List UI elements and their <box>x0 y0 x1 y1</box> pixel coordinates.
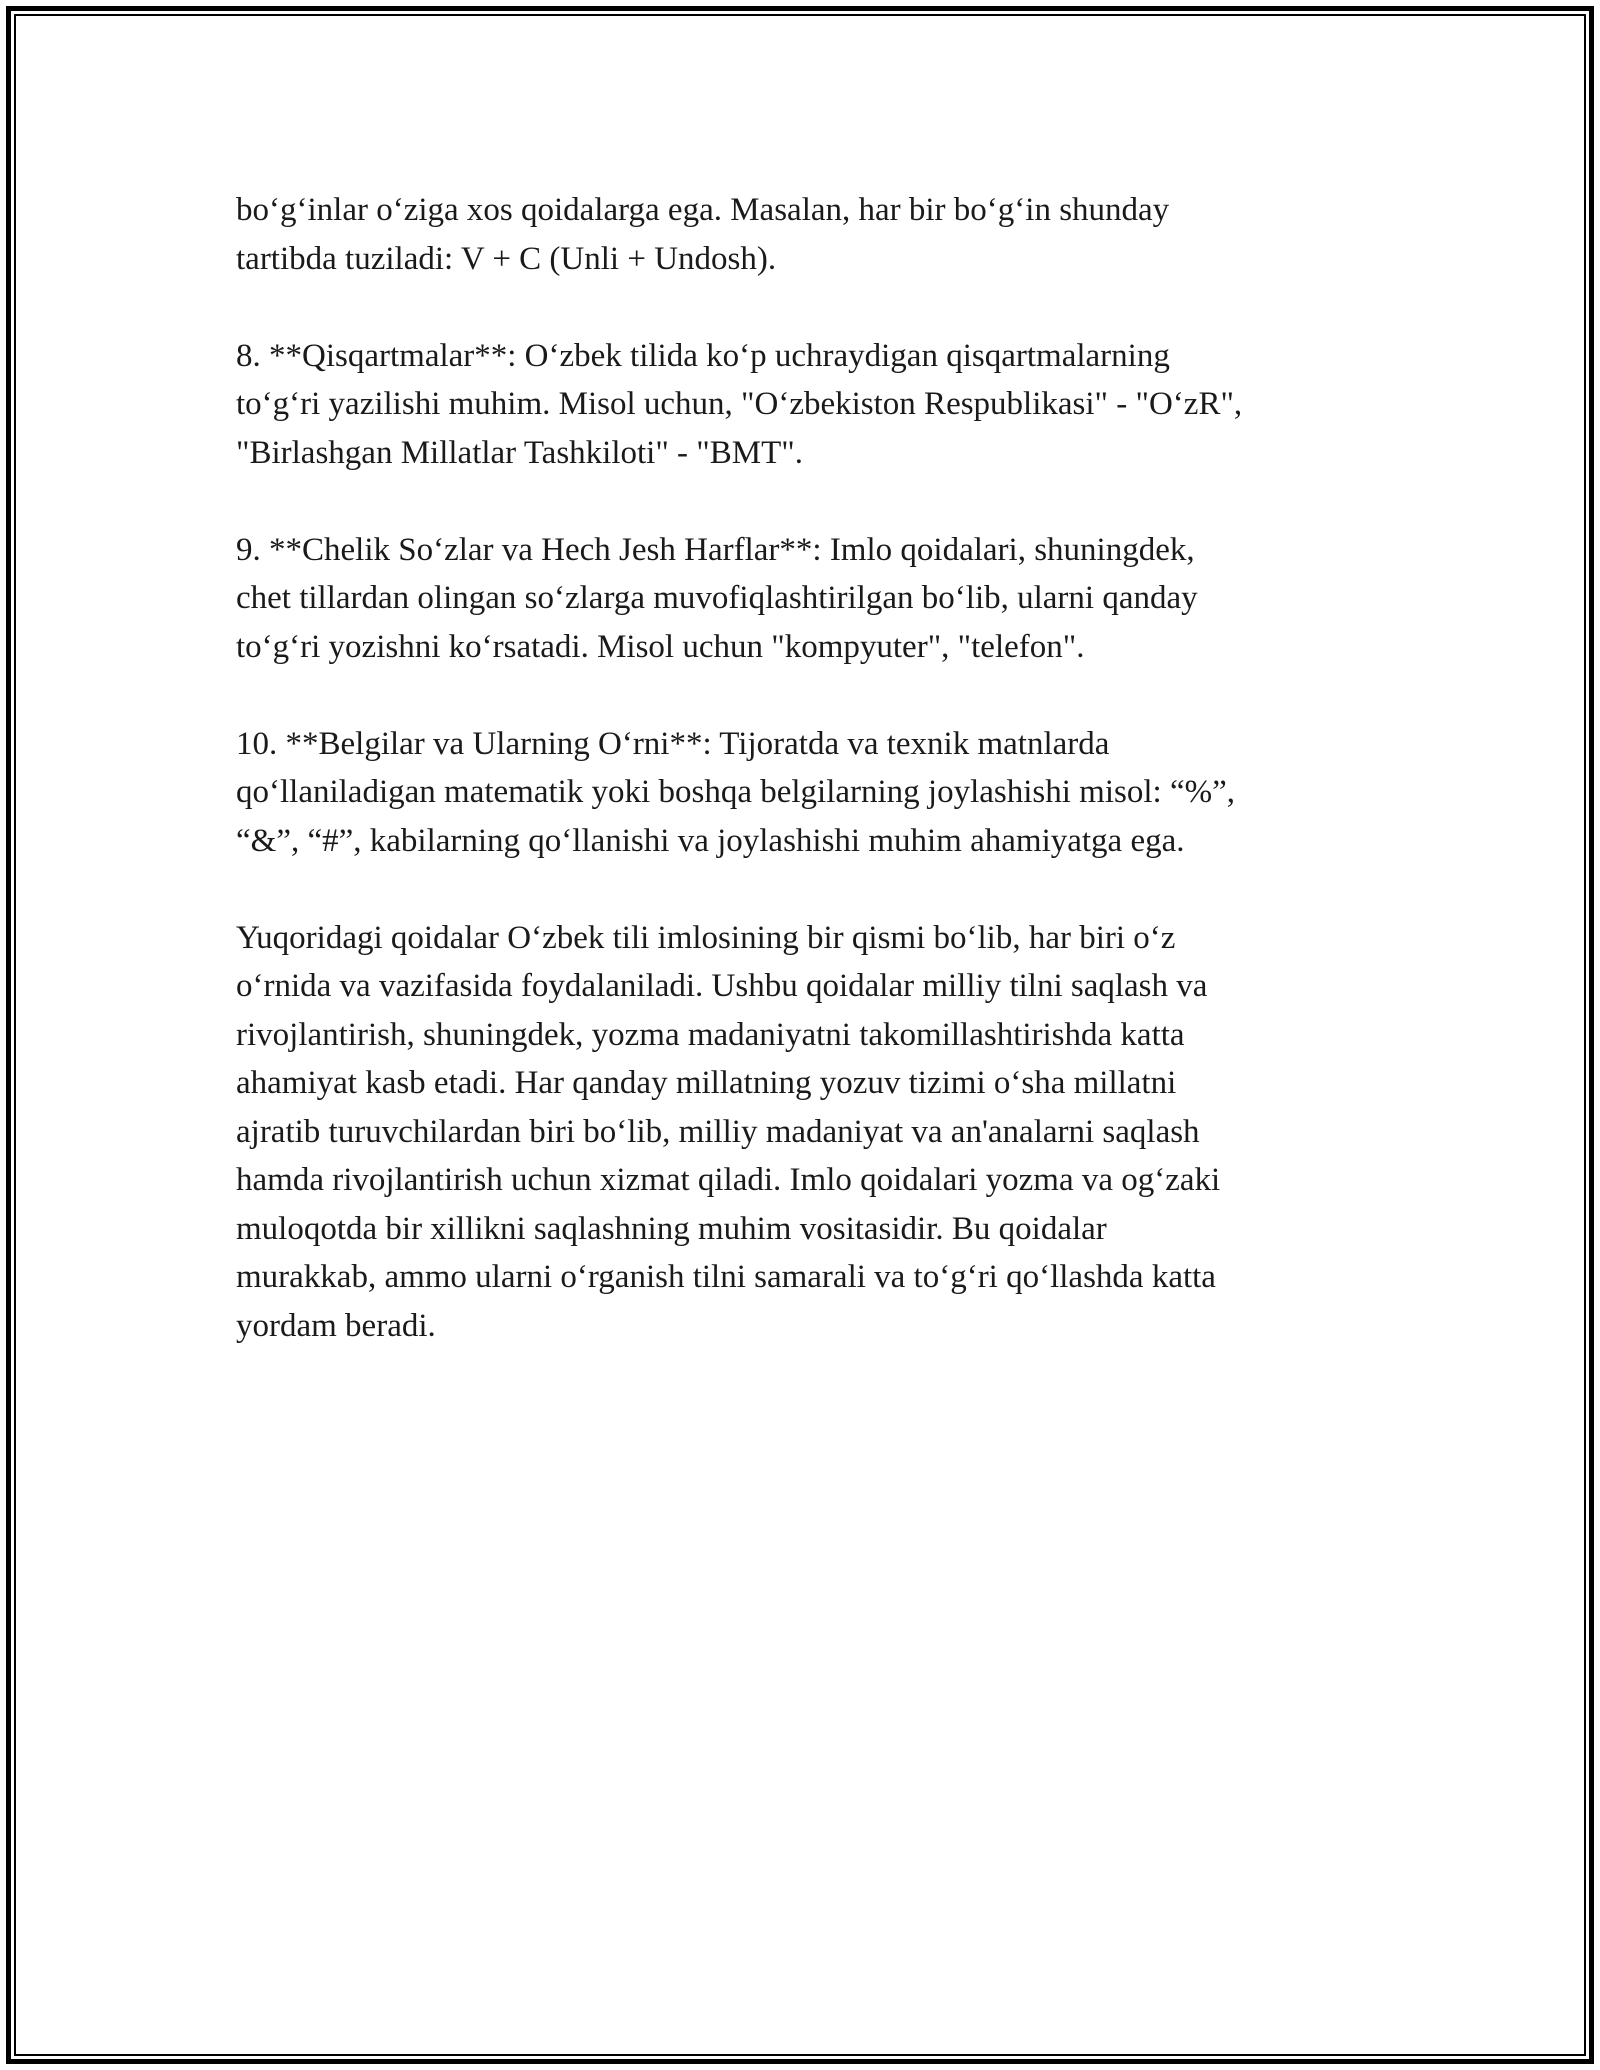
text-line: 8. **Qisqartmalar**: O‘zbek tilida ko‘p uchraydigan qisqartmalarning <box>236 337 1170 374</box>
paragraph-conclusion <box>236 914 1366 1351</box>
text-line: rivojlantirish, shuningdek, yozma madaniyatni takomillashtirishda katta <box>236 1016 1185 1053</box>
text-line: "Birlashgan Millatlar Tashkiloti" - "BMT". <box>236 434 803 471</box>
document-body <box>236 186 1366 1399</box>
text-line: qo‘llaniladigan matematik yoki boshqa belgilarning joylashishi misol: “%”, <box>236 774 1235 810</box>
paragraph-syllables <box>236 186 1366 283</box>
text-line: hamda rivojlantirish uchun xizmat qiladi. Imlo qoidalari yozma va og‘zaki <box>236 1162 1221 1198</box>
text-line: ajratib turuvchilardan biri bo‘lib, milliy madaniyat va an'analarni saqlash <box>236 1113 1200 1150</box>
text-line: chet tillardan olingan so‘zlarga muvofiqlashtirilgan bo‘lib, ularni qanday <box>236 580 1198 616</box>
text-line: to‘g‘ri yazilishi muhim. Misol uchun, "O‘zbekiston Respublikasi" - "O‘zR", <box>236 386 1243 422</box>
text-line: 9. **Chelik So‘zlar va Hech Jesh Harflar**: Imlo qoidalari, shuningdek, <box>236 531 1195 568</box>
paragraph-symbols <box>236 720 1366 866</box>
text-line: 10. **Belgilar va Ularning O‘rni**: Tijoratda va texnik matnlarda <box>236 725 1110 762</box>
text-line: Yuqoridagi qoidalar O‘zbek tili imlosining bir qismi bo‘lib, har biri o‘z <box>236 919 1176 956</box>
text-line: “&”, “#”, kabilarning qo‘llanishi va joylashishi muhim ahamiyatga ega. <box>236 822 1185 859</box>
text-line: to‘g‘ri yozishni ko‘rsatadi. Misol uchun "kompyuter", "telefon". <box>236 628 1085 665</box>
text-line: bo‘g‘inlar o‘ziga xos qoidalarga ega. Masalan, har bir bo‘g‘in shunday <box>236 192 1170 228</box>
text-line: murakkab, ammo ularni o‘rganish tilni samarali va to‘g‘ri qo‘llashda katta <box>236 1259 1216 1295</box>
text-line: ahamiyat kasb etadi. Har qanday millatning yozuv tizimi o‘sha millatni <box>236 1065 1177 1101</box>
text-line: yordam beradi. <box>236 1307 436 1344</box>
text-line: o‘rnida va vazifasida foydalaniladi. Ushbu qoidalar milliy tilni saqlash va <box>236 968 1208 1004</box>
text-line: muloqotda bir xillikni saqlashning muhim vositasidir. Bu qoidalar <box>236 1210 1107 1247</box>
paragraph-foreign-words <box>236 526 1366 672</box>
paragraph-abbreviations <box>236 332 1366 478</box>
text-line: tartibda tuziladi: V + C (Unli + Undosh). <box>236 240 777 277</box>
